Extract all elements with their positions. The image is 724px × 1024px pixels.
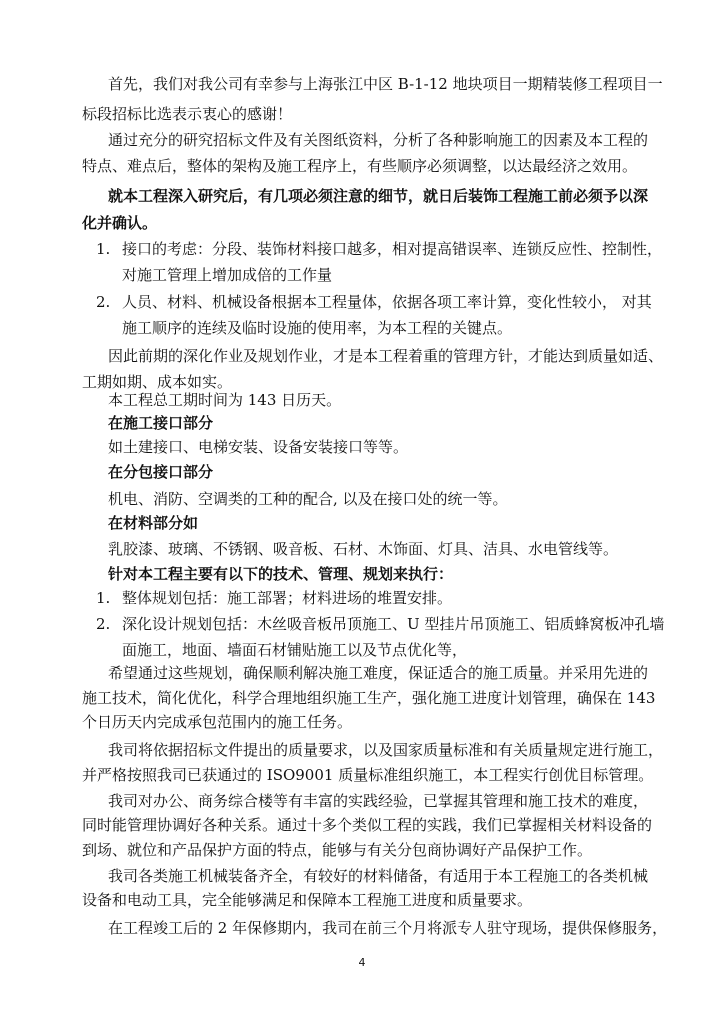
paragraph-line: 机电、消防、空调类的工种的配合, 以及在接口处的统一等。 [108,490,508,508]
list-number: 1. [96,589,111,607]
paragraph-line: 首先，我们对我公司有幸参与上海张江中区 B-1-12 地块项目一期精装修工程项目一 [108,75,663,93]
bold-paragraph-line: 就本工程深入研究后，有几项必须注意的细节，就日后装饰工程施工前必须予以深 [108,187,649,205]
paragraph-line: 个日历天内完成承包范围内的施工任务。 [82,713,353,731]
paragraph-line: 我司将依据招标文件提出的质量要求，以及国家质量标准和有关质量规定进行施工， [108,741,664,759]
paragraph-line: 并严格按照我司已获通过的 ISO9001 质量标准组织施工，本工程实行创优目标管理。 [82,766,654,784]
bold-paragraph-line: 化并确认。 [82,214,158,232]
list-item-line: 面施工，地面、墙面石材铺贴施工以及节点优化等， [122,641,468,659]
paragraph-line: 乳胶漆、玻璃、不锈钢、吸音板、石材、木饰面、灯具、洁具、水电管线等。 [108,540,619,558]
paragraph-line: 本工程总工期时间为 143 日历天。 [108,391,342,409]
list-number: 2. [96,293,111,311]
page-number: 4 [358,956,366,969]
paragraph-line: 同时能管理协调好各种关系。通过十多个类似工程的实践，我们已掌握相关材料设备的 [82,816,653,834]
list-number: 1. [96,240,111,258]
section-heading: 针对本工程主要有以下的技术、管理、规划来执行： [108,565,454,583]
list-item-line: 人员、材料、机械设备根据本工程量体，依据各项工率计算，变化性较小， 对其 [122,293,652,311]
paragraph-line: 我司各类施工机械装备齐全，有较好的材料储备，有适用于本工程施工的各类机械 [108,867,649,885]
paragraph-line: 因此前期的深化作业及规划作业，才是本工程着重的管理方针，才能达到质量如适、 [108,347,664,365]
list-item-line: 整体规划包括：施工部署；材料进场的堆置安排。 [122,589,453,607]
paragraph-line: 我司对办公、商务综合楼等有丰富的实践经验，已掌握其管理和施工技术的难度， [108,792,649,810]
list-item-line: 施工顺序的连续及临时设施的使用率，为本工程的关键点。 [122,319,513,337]
paragraph-line: 到场、就位和产品保护方面的特点，能够与有关分包商协调好产品保护工作。 [82,841,593,859]
list-item-line: 深化设计规划包括：木丝吸音板吊顶施工、U 型挂片吊顶施工、铝质蜂窝板冲孔墙 [122,615,665,633]
section-heading: 在分包接口部分 [108,463,214,481]
paragraph-line: 在工程竣工后的 2 年保修期内，我司在前三个月将派专人驻守现场，提供保修服务， [108,919,668,937]
paragraph-line: 标段招标比选表示衷心的感谢！ [82,105,293,123]
paragraph-line: 希望通过这些规划，确保顺利解决施工难度，保证适合的施工质量。并采用先进的 [108,664,649,682]
paragraph-line: 如土建接口、电梯安装、设备安装接口等等。 [108,438,409,456]
list-item-line: 接口的考虑：分段、装饰材料接口越多，相对提高错误率、连锁反应性、控制性， [122,240,663,258]
paragraph-line: 通过充分的研究招标文件及有关图纸资料，分析了各种影响施工的因素及本工程的 [108,131,649,149]
section-heading: 在材料部分如 [108,514,199,532]
list-item-line: 对施工管理上增加成倍的工作量 [122,266,333,284]
paragraph-line: 特点、难点后，整体的架构及施工程序上，有些顺序必须调整，以达最经济之效用。 [82,157,638,175]
list-number: 2. [96,615,111,633]
paragraph-line: 施工技术，简化优化，科学合理地组织施工生产，强化施工进度计划管理，确保在 143 [82,689,656,707]
section-heading: 在施工接口部分 [108,414,214,432]
paragraph-line: 设备和电动工具，完全能够满足和保障本工程施工进度和质量要求。 [82,891,533,909]
paragraph-line: 工期如期、成本如实。 [82,373,233,391]
